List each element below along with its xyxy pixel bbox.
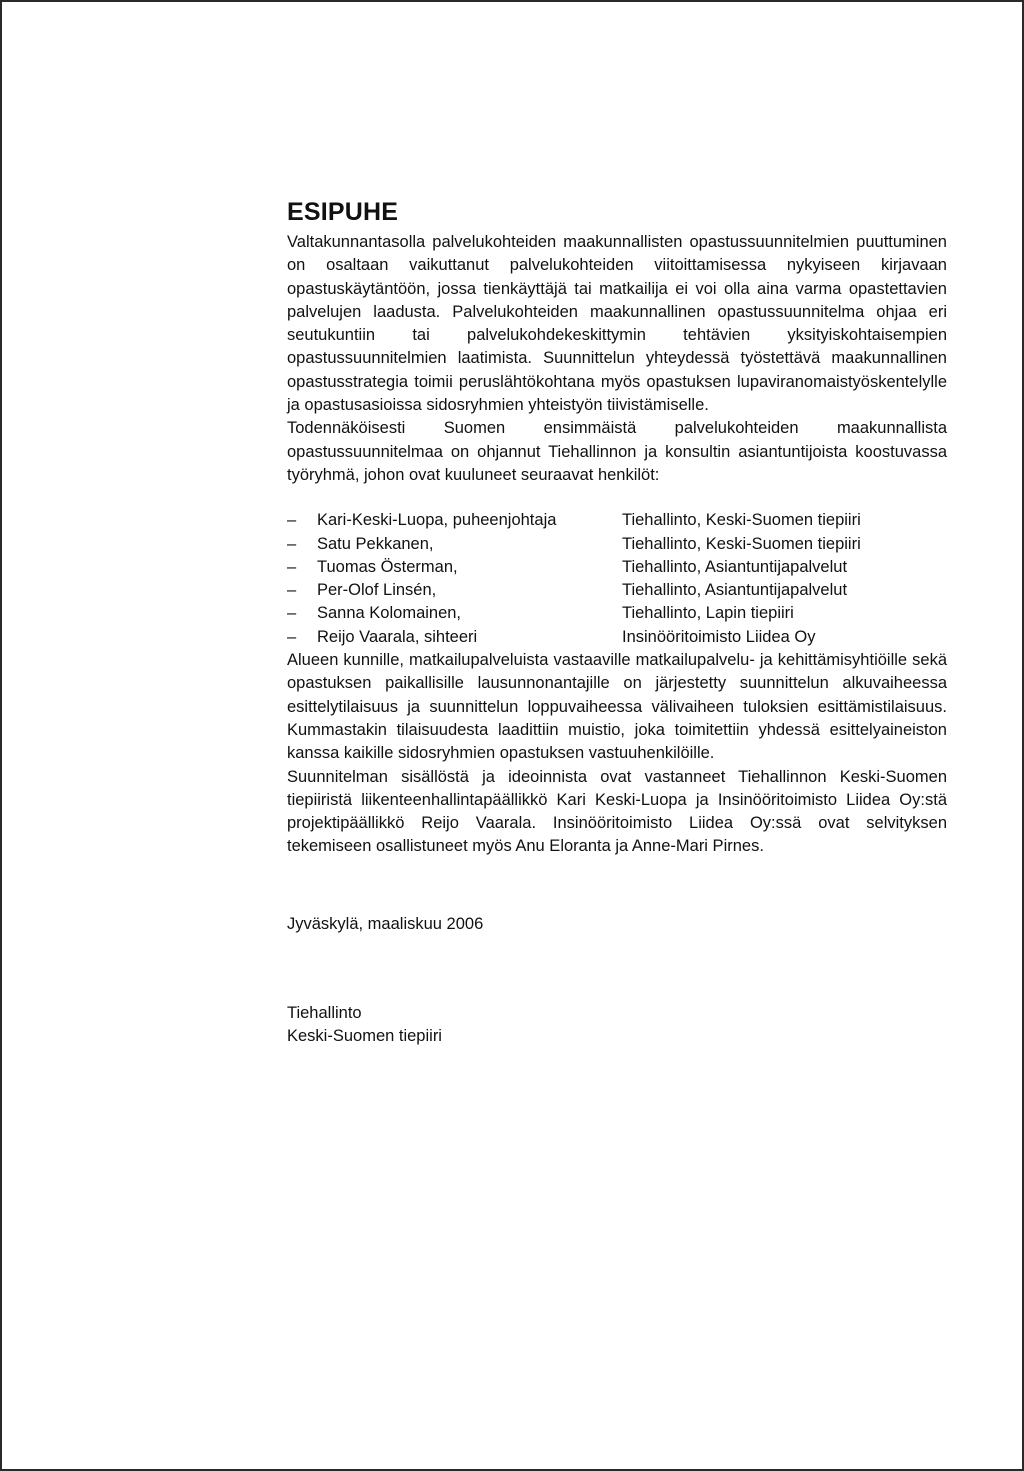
- paragraph-working-group: Todennäköisesti Suomen ensimmäistä palvelukohteiden maakunnallista opastussuunnitelmaa on ohjannut Tiehallinnon ja konsultin asiantuntijoista koostuvassa työryhmä, johon ovat kuuluneet seuraavat henkilöt:: [287, 419, 947, 484]
- member-organization: Tiehallinto, Keski-Suomen tiepiiri: [622, 511, 861, 530]
- paragraph-authors: Suunnitelman sisällöstä ja ideoinnista ovat vastanneet Tiehallinnon Keski-Suomen tiepiiristä liikenteenhallintapäällikkö Kari Keski-Luopa ja Insinööritoimisto Liidea Oy:stä projektipäällikkö Reijo Vaarala. Insinööritoimisto Liidea Oy:ssä ovat selvityksen tekemiseen osallistuneet myös Anu Eloranta ja Anne-Mari Pirnes.: [287, 767, 947, 856]
- member-name: Sanna Kolomainen,: [317, 604, 462, 623]
- list-dash: –: [287, 534, 297, 553]
- member-row: [287, 602, 947, 625]
- list-dash: –: [287, 604, 297, 623]
- list-dash: –: [287, 581, 297, 600]
- member-organization: Tiehallinto, Asiantuntijapalvelut: [622, 581, 848, 600]
- member-organization: Tiehallinto, Keski-Suomen tiepiiri: [622, 534, 861, 553]
- member-organization: Tiehallinto, Lapin tiepiiri: [622, 604, 794, 623]
- member-name: Per-Olof Linsén,: [317, 581, 437, 600]
- member-name: Kari-Keski-Luopa, puheenjohtaja: [317, 511, 557, 530]
- signature-organization: Tiehallinto: [287, 1004, 362, 1023]
- page-border-top: [0, 0, 1024, 2]
- paragraph-intro: Valtakunnantasolla palvelukohteiden maakunnallisten opastussuunnitelmien puuttuminen on osaltaan vaikuttanut palvelukohteiden viitoittamisessa nykyiseen kirjavaan opastuskäytäntöön, jossa tienkäyttäjä tai matkailija ei voi olla aina varma opastettavien palvelujen laadusta. Palvelukohteiden maakunnallinen opastussuunnitelma ohjaa eri seutukuntiin tai palvelukohdekeskittymin tehtävien yksityiskohtaisempien opastussuunnitelmien laatimista. Suunnittelun yhteydessä työstettävä maakunnallinen opastusstrategia toimii peruslähtökohtana myös opastuksen lupaviranomaistyöskentelylle ja opastusasioissa sidosryhmien yhteistyön tiivistämiselle.: [287, 233, 947, 415]
- member-organization: Insinööritoimisto Liidea Oy: [622, 627, 816, 646]
- member-name: Tuomas Österman,: [317, 557, 458, 576]
- paragraph-events: Alueen kunnille, matkailupalveluista vastaaville matkailupalvelu- ja kehittämisyhtiöille sekä opastuksen paikallisille lausunnonantajille on järjestetty suunnittelun alkuvaiheessa esittelytilaisuus ja suunnittelun loppuvaiheessa välivaiheen tuloksien esittämistilaisuus. Kummastakin tilaisuudesta laadittiin muistio, joka toimitettiin yhdessä esittelyaineiston kanssa kaikille sidosryhmien opastuksen vastuuhenkilöille.: [287, 651, 947, 763]
- page-title: ESIPUHE: [287, 198, 399, 226]
- signature-block: [287, 1002, 947, 1049]
- member-row: [287, 533, 947, 556]
- member-name: Reijo Vaarala, sihteeri: [317, 627, 478, 646]
- member-list: [287, 509, 947, 649]
- member-row: [287, 626, 947, 649]
- list-dash: –: [287, 557, 297, 576]
- place-and-date: Jyväskylä, maaliskuu 2006: [287, 914, 484, 933]
- document-body: [287, 193, 947, 1049]
- list-dash: –: [287, 511, 297, 530]
- member-row: [287, 579, 947, 602]
- list-dash: –: [287, 627, 297, 646]
- member-name: Satu Pekkanen,: [317, 534, 434, 553]
- member-organization: Tiehallinto, Asiantuntijapalvelut: [622, 557, 848, 576]
- member-row: [287, 556, 947, 579]
- member-row: [287, 509, 947, 532]
- page-border-left: [0, 0, 2, 1471]
- signature-district: Keski-Suomen tiepiiri: [287, 1027, 442, 1046]
